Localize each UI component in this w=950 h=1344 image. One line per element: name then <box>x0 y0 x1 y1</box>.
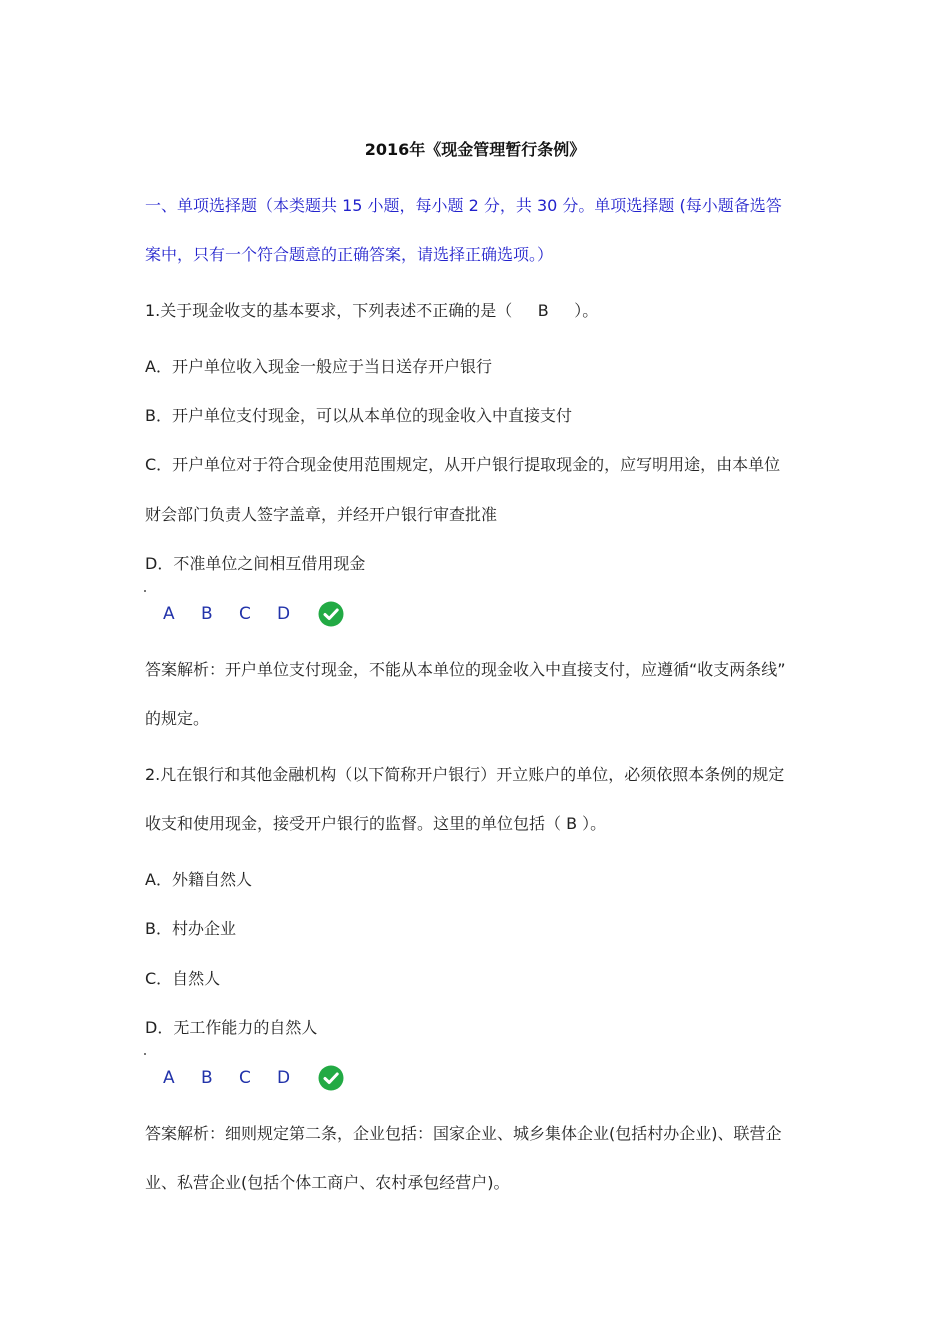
question-1-option-c: C．开户单位对于符合现金使用范围规定，从开户银行提取现金的，应写明用途，由本单位 <box>145 455 781 474</box>
divider-dot <box>144 590 146 592</box>
question-1-analysis: 答案解析：开户单位支付现金，不能从本单位的现金收入中直接支付，应遵循“收支两条线” <box>145 660 786 679</box>
question-1-answer: B <box>537 301 549 320</box>
question-2-option-a: A．外籍自然人 <box>145 870 252 889</box>
check-circle-icon <box>318 1065 344 1091</box>
question-1-stem-end: ）。 <box>574 301 599 320</box>
question-2-analysis: 答案解析：细则规定第二条，企业包括：国家企业、城乡集体企业(包括村办企业)、联营企 <box>145 1124 782 1143</box>
question-1-choice-a[interactable]: A <box>163 604 175 624</box>
question-1-choice-b[interactable]: B <box>201 604 213 624</box>
question-2-choice-b[interactable]: B <box>201 1068 213 1088</box>
question-2-option-d: D．无工作能力的自然人 <box>145 1018 318 1037</box>
page-title: 2016年《现金管理暂行条例》 <box>364 140 586 159</box>
section-heading-line1: 一、单项选择题（本类题共 15 小题，每小题 2 分，共 30 分。单项选择题 (每小题备选答 <box>145 196 782 215</box>
question-1-analysis-cont: 的规定。 <box>145 709 210 728</box>
divider-dot <box>144 1053 146 1055</box>
question-2-choice-d[interactable]: D <box>277 1068 291 1088</box>
question-2-choices <box>163 1064 344 1092</box>
question-2-stem-cont: 收支和使用现金，接受开户银行的监督。这里的单位包括（ B ）。 <box>145 814 607 833</box>
question-2-option-c: C．自然人 <box>145 969 221 988</box>
question-2-analysis-cont: 业、私营企业(包括个体工商户、农村承包经营户)。 <box>145 1173 510 1192</box>
question-1-choice-d[interactable]: D <box>277 604 291 624</box>
question-1-stem-text: 1.关于现金收支的基本要求，下列表述不正确的是（ <box>145 301 513 320</box>
question-1-option-d: D．不准单位之间相互借用现金 <box>145 554 366 573</box>
question-2-stem: 2.凡在银行和其他金融机构（以下简称开户银行）开立账户的单位，必须依照本条例的规定 <box>145 765 785 784</box>
question-1-option-b: B．开户单位支付现金，可以从本单位的现金收入中直接支付 <box>145 406 572 425</box>
question-2-choice-a[interactable]: A <box>163 1068 175 1088</box>
question-1-stem <box>145 300 598 322</box>
check-circle-icon <box>318 601 344 627</box>
question-1-option-c-cont: 财会部门负责人签字盖章，并经开户银行审查批准 <box>145 505 498 524</box>
question-2-option-b: B．村办企业 <box>145 919 236 938</box>
question-1-choice-c[interactable]: C <box>239 604 251 624</box>
question-1-option-a: A．开户单位收入现金一般应于当日送存开户银行 <box>145 357 492 376</box>
question-2-choice-c[interactable]: C <box>239 1068 251 1088</box>
section-heading-line2: 案中，只有一个符合题意的正确答案，请选择正确选项。） <box>145 245 554 264</box>
question-1-choices <box>163 600 344 628</box>
